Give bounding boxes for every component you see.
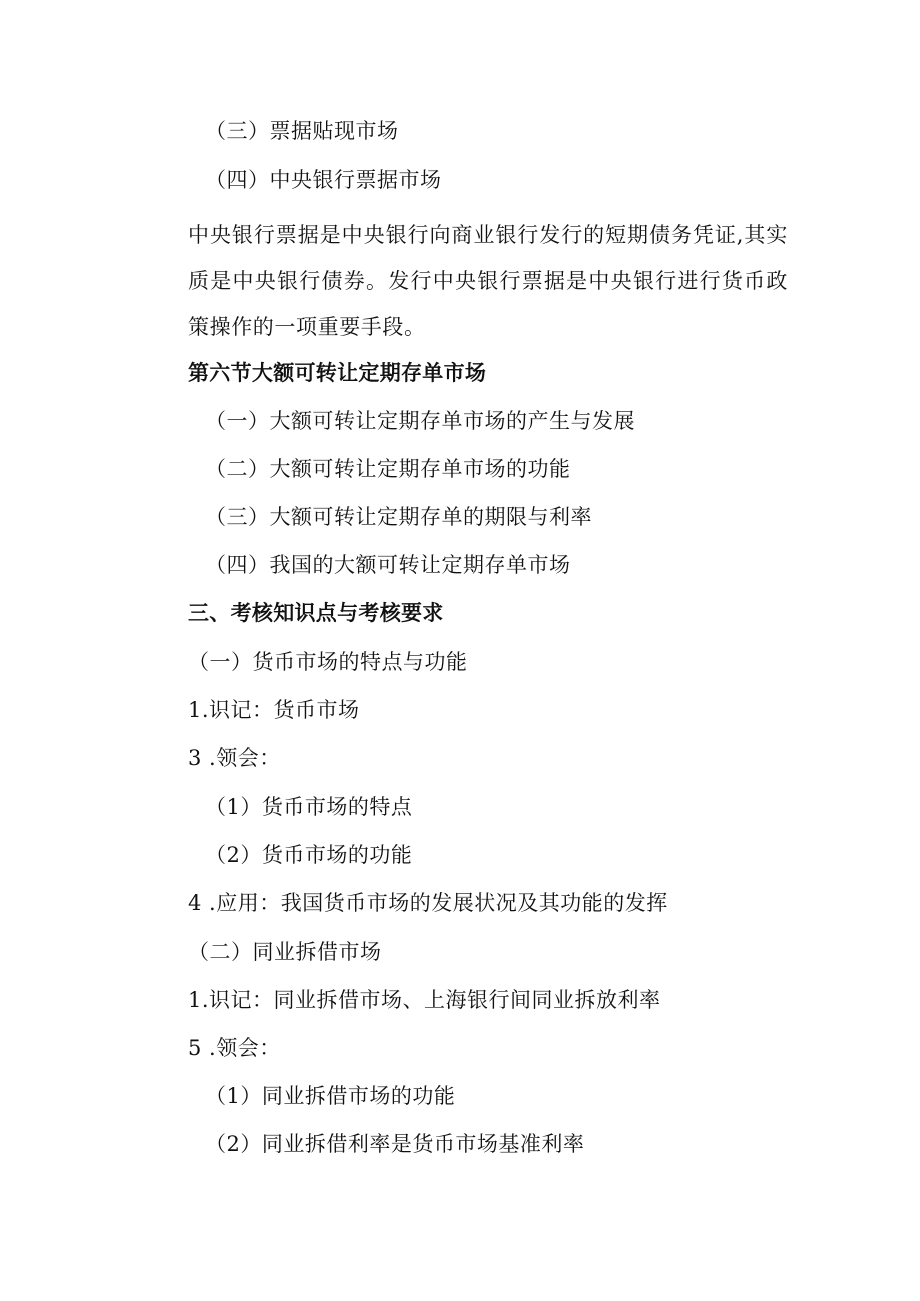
section-heading: 第六节大额可转让定期存单市场: [188, 361, 487, 385]
list-item: （三）票据贴现市场: [205, 119, 399, 143]
list-item: （二）同业拆借市场: [188, 940, 382, 964]
list-item: 5 .领会：: [188, 1036, 281, 1060]
list-item: （1）货币市场的特点: [205, 795, 413, 819]
list-item: （1）同业拆借市场的功能: [205, 1084, 456, 1108]
list-item: （2）同业拆借利率是货币市场基准利率: [205, 1132, 585, 1156]
list-item: （2）货币市场的功能: [205, 843, 413, 867]
list-item: 4 .应用：我国货币市场的发展状况及其功能的发挥: [188, 891, 668, 915]
list-item: （一）货币市场的特点与功能: [188, 650, 468, 674]
list-item: （三）大额可转让定期存单的期限与利率: [205, 505, 592, 529]
list-item: （四）我国的大额可转让定期存单市场: [205, 553, 571, 577]
list-item: 1.识记：同业拆借市场、上海银行间同业拆放利率: [188, 988, 661, 1012]
list-item: 1.识记：货币市场: [188, 698, 360, 722]
list-item: （一）大额可转让定期存单市场的产生与发展: [205, 409, 635, 433]
list-item: （四）中央银行票据市场: [205, 168, 442, 192]
paragraph: 中央银行票据是中央银行向商业银行发行的短期债务凭证,其实质是中央银行债券。发行中央银行票据是中央银行进行货币政策操作的一项重要手段。: [188, 223, 788, 339]
section-heading: 三、考核知识点与考核要求: [188, 601, 444, 625]
list-item: 3 .领会：: [188, 746, 281, 770]
list-item: （二）大额可转让定期存单市场的功能: [205, 457, 571, 481]
